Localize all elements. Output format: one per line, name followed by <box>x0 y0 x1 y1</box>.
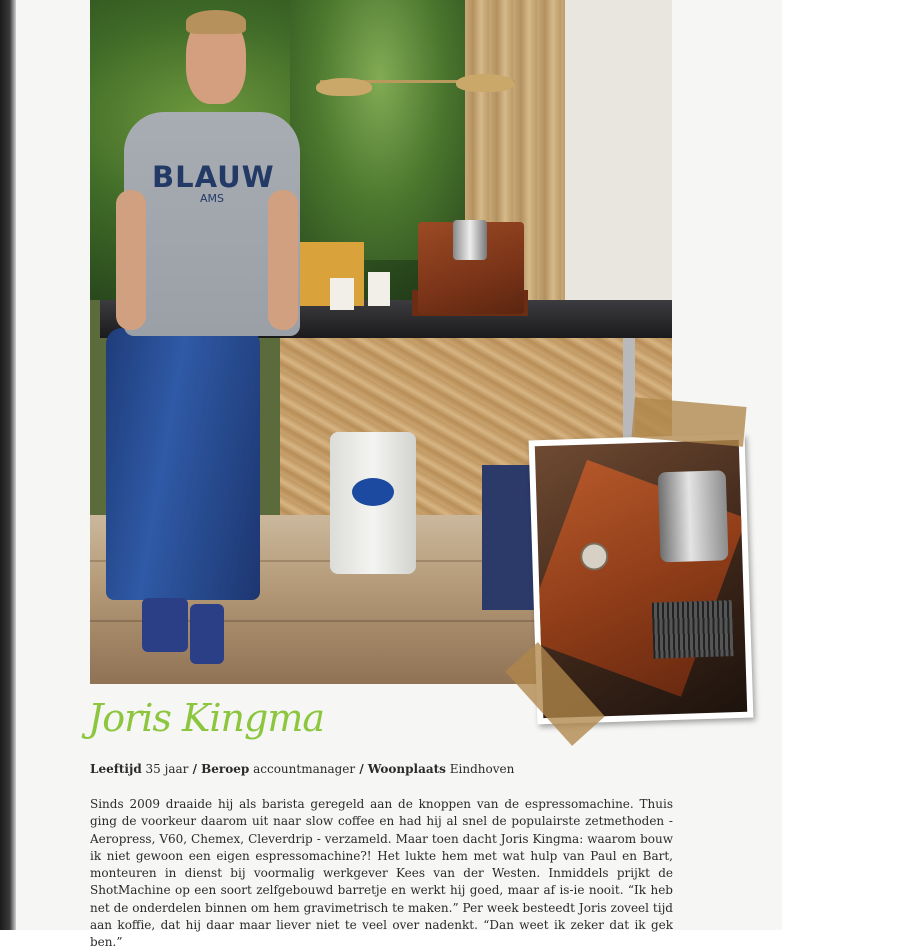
shirt-print: BLAUW <box>152 160 275 194</box>
drip-tray <box>652 600 734 658</box>
inset-group-head <box>658 470 729 562</box>
shirt-print-sub: AMS <box>200 192 224 205</box>
page-binding-shadow <box>0 0 16 930</box>
separator: / <box>188 762 202 776</box>
city-label: Woonplaats <box>367 762 446 776</box>
lamp-shade-left <box>316 78 372 96</box>
right-margin <box>782 0 909 930</box>
job-label: Beroep <box>201 762 250 776</box>
job-value: accountmanager <box>253 762 356 776</box>
article-body: Sinds 2009 draaide hij als barista geregeld aan de knoppen van de espressomachine. Thuis ging de voorkeur daarom uit naar slow coffee en had hij al snel de populairste zetmethoden - Aeropress, V60, Chemex, Cleverdrip - verzameld. Maar toen dacht Joris Kingma: waarom bouw ik niet gewoon een eigen espressomachine?! Het lukte hem met wat hulp van Paul en Bart, monteuren in dienst bij voormalig werkgever Kees van der Westen. Inmiddels prijkt de ShotMachine op een soort zelfgebouwd barretje en werkt hij goed, maar af is-ie nooit. “Ik heb net de onderdelen binnen om hem gravimetrisch te maken.” Per week besteedt Joris zoveel tijd aan koffie, dat hij daar maar liever niet te veel over nadenkt. “Dan weet ik zeker dat ik gek ben.” <box>90 797 673 950</box>
person-name: Joris Kingma <box>88 696 325 740</box>
lamp-shade-right <box>456 74 514 92</box>
cup <box>368 272 390 306</box>
cup <box>330 278 354 310</box>
wall <box>565 0 672 340</box>
separator: / <box>355 762 368 776</box>
meta-line <box>90 762 690 776</box>
person-arm <box>268 190 298 330</box>
person-arm <box>116 190 146 330</box>
person-hair <box>186 10 246 34</box>
garden-foliage <box>290 0 470 260</box>
machine-group-head <box>453 220 487 260</box>
age-value: 35 jaar <box>145 762 189 776</box>
age-label: Leeftijd <box>90 762 142 776</box>
brita-logo <box>352 478 394 506</box>
person-sock <box>190 604 224 664</box>
person-sock <box>142 598 188 652</box>
city-value: Eindhoven <box>449 762 515 776</box>
person-jeans <box>106 328 260 600</box>
